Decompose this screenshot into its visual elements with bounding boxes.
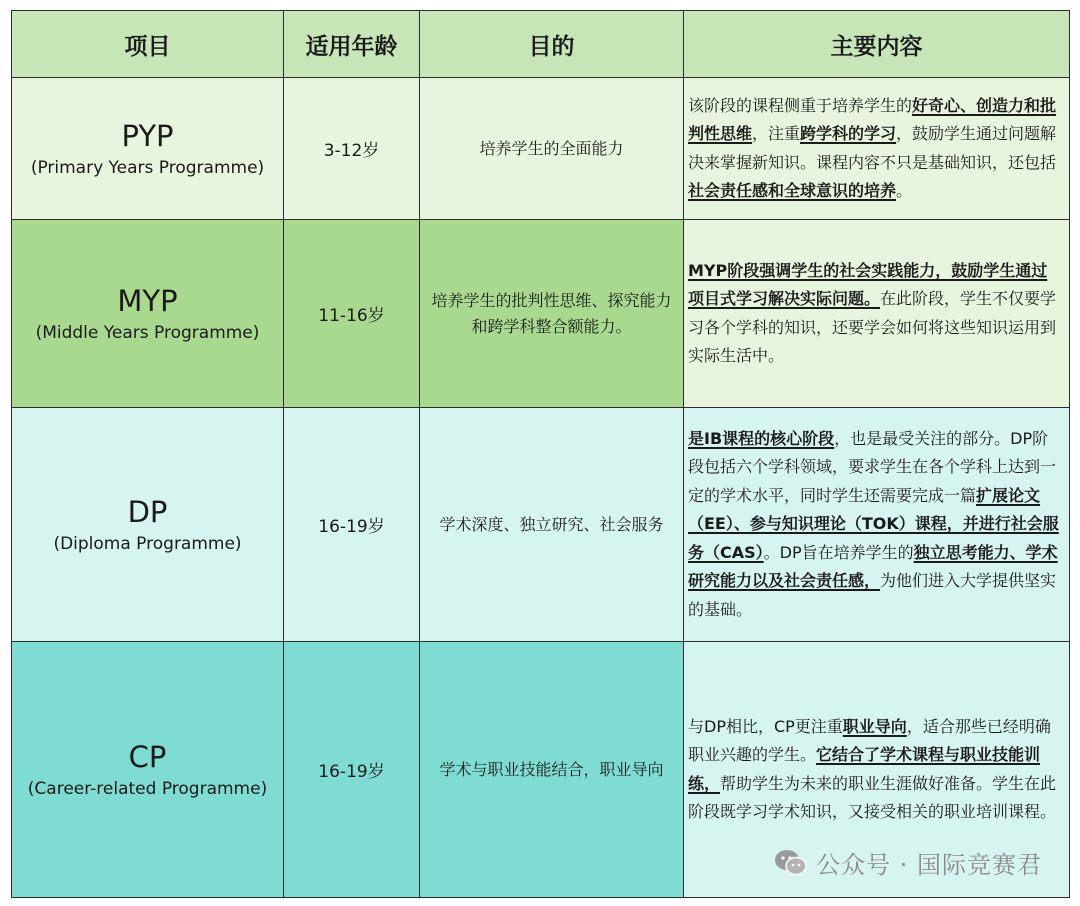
content-text: 为他们进入大学提供坚实的基础。 [688, 571, 1057, 619]
header-content: 主要内容 [684, 11, 1070, 78]
content-text: 与DP相比，CP更注重 [688, 716, 843, 736]
row-pyp [12, 78, 1070, 220]
row-dp [12, 408, 1070, 642]
programme-full-name: (Middle Years Programme) [35, 322, 260, 343]
age-cell: 11-16岁 [284, 220, 420, 408]
programme-cell [12, 78, 284, 220]
age-cell: 16-19岁 [284, 408, 420, 642]
emphasis-text: 社会责任感和全球意识的培养 [688, 181, 897, 200]
programme-cell [12, 408, 284, 642]
content-text: ，也是最受关注的部分。DP阶段包括六个学科领域，要求学生在各个学科上达到一定的学术水平，同时学生还需要完成一篇 [688, 428, 1057, 505]
programme-name: CP [128, 739, 167, 774]
content-text: ，注重 [752, 124, 801, 143]
programme-name: DP [127, 494, 168, 529]
content-text: 在此阶段，学生不仅要学习各个学科的知识，还要学会如何将这些知识运用到实际生活中。 [688, 289, 1057, 365]
programme-full-name: (Career-related Programme) [27, 778, 268, 799]
goal-cell: 培养学生的批判性思维、探究能力和跨学科整合额能力。 [420, 220, 684, 408]
content-text: 帮助学生为未来的职业生涯做好准备。学生在此阶段既学习学术知识，又接受相关的职业培训课程。 [688, 773, 1057, 821]
content-text: ，适合那些已经明确职业兴趣的学生。 [688, 716, 1051, 764]
watermark [774, 845, 1042, 880]
emphasis-text: 好奇心、创造力和批判性思维 [688, 95, 1057, 143]
content-cell [684, 78, 1070, 220]
ib-programme-table [11, 10, 1070, 898]
header-goal: 目的 [420, 11, 684, 78]
emphasis-text: 独立思考能力、学术研究能力以及社会责任感， [688, 542, 1058, 591]
content-text: 。DP旨在培养学生的 [763, 542, 914, 562]
wechat-icon [774, 848, 808, 878]
content-text: 该阶段的课程侧重于培养学生的 [688, 95, 913, 115]
row-myp [12, 220, 1070, 408]
content-text: ，鼓励学生通过问题解决来掌握新知识。课程内容不只是基础知识，还包括 [688, 124, 1057, 172]
emphasis-text: 职业导向 [842, 716, 907, 736]
goal-cell: 学术与职业技能结合，职业导向 [420, 642, 684, 898]
programme-name: MYP [117, 283, 178, 318]
programme-name: PYP [121, 118, 174, 153]
header-age: 适用年龄 [284, 11, 420, 78]
emphasis-text: MYP阶段强调学生的社会实践能力，鼓励学生通过项目式学习解决实际问题。 [688, 260, 1048, 308]
emphasis-text: 它结合了学术课程与职业技能训练， [688, 745, 1041, 793]
header-row [12, 11, 1070, 78]
content-cell [684, 408, 1070, 642]
programme-cell [12, 642, 284, 898]
goal-cell: 培养学生的全面能力 [420, 78, 684, 220]
age-cell: 16-19岁 [284, 642, 420, 898]
content-text: 。 [896, 181, 913, 200]
programme-cell [12, 220, 284, 408]
content-cell [684, 220, 1070, 408]
goal-cell: 学术深度、独立研究、社会服务 [420, 408, 684, 642]
programme-full-name: (Primary Years Programme) [30, 157, 265, 178]
emphasis-text: 跨学科的学习 [800, 124, 897, 143]
watermark-text: 公众号 · 国际竞赛君 [816, 851, 1042, 879]
emphasis-text: 扩展论文（EE）、参与知识理论（TOK）课程，并进行社会服务（CAS） [688, 485, 1059, 562]
programme-full-name: (Diploma Programme) [53, 533, 242, 554]
emphasis-text: 是IB课程的核心阶段 [688, 428, 835, 448]
age-cell: 3-12岁 [284, 78, 420, 220]
header-project: 项目 [12, 11, 284, 78]
